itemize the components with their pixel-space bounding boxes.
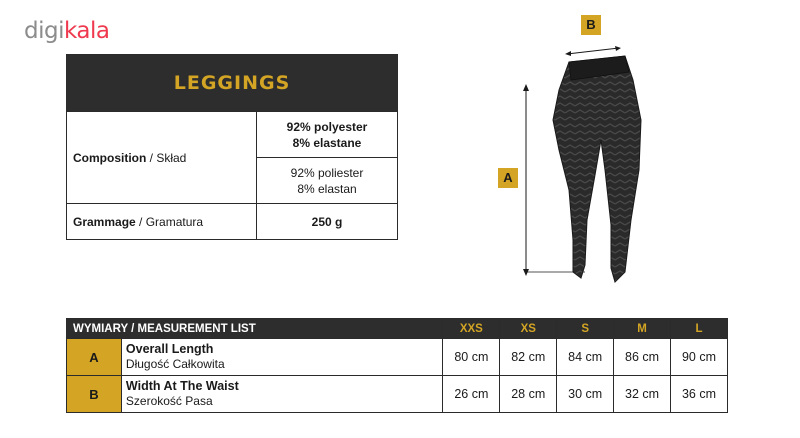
composition-label-pl: / Skład — [146, 150, 187, 165]
row-value: 84 cm — [557, 339, 614, 376]
row-name-en: Width At The Waist — [125, 379, 239, 393]
size-header-s: S — [557, 319, 614, 339]
size-header-xxs: XXS — [443, 319, 500, 339]
digikala-logo[interactable] — [24, 18, 109, 44]
row-description — [121, 376, 442, 413]
measurement-title: WYMIARY / MEASUREMENT LIST — [67, 319, 443, 339]
row-value: 82 cm — [500, 339, 557, 376]
size-header-xs: XS — [500, 319, 557, 339]
composition-en-cell — [257, 112, 398, 158]
leggings-illustration — [515, 10, 675, 300]
row-name-pl: Szerokość Pasa — [125, 394, 213, 408]
row-name-pl: Długość Całkowita — [125, 357, 225, 371]
composition-pl-line-2: 8% elastan — [297, 181, 357, 196]
badge-a: A — [498, 168, 518, 188]
row-code: B — [67, 376, 122, 413]
leggings-shape — [553, 56, 641, 282]
size-header-m: M — [614, 319, 671, 339]
row-value: 30 cm — [557, 376, 614, 413]
measurement-table — [66, 318, 728, 413]
composition-en-line-1: 92% polyester — [286, 119, 368, 134]
grammage-label-pl: / Gramatura — [135, 214, 204, 229]
composition-en-line-2: 8% elastane — [292, 135, 362, 150]
size-header-l: L — [671, 319, 728, 339]
row-value: 28 cm — [500, 376, 557, 413]
table-row — [67, 339, 728, 376]
grammage-label-cell — [67, 204, 257, 240]
product-title: LEGGINGS — [67, 55, 398, 112]
row-value: 26 cm — [443, 376, 500, 413]
logo-part-kala: kala — [63, 18, 110, 44]
table-row — [67, 376, 728, 413]
row-value: 80 cm — [443, 339, 500, 376]
composition-label: Composition — [73, 150, 147, 165]
composition-label-cell — [67, 112, 257, 204]
row-value: 86 cm — [614, 339, 671, 376]
grammage-label: Grammage — [73, 214, 136, 229]
row-description — [121, 339, 442, 376]
composition-pl-cell — [257, 158, 398, 204]
row-code: A — [67, 339, 122, 376]
width-dimension-line — [565, 46, 621, 56]
badge-b: B — [581, 15, 601, 35]
row-value: 36 cm — [671, 376, 728, 413]
composition-table — [66, 54, 398, 240]
row-value: 32 cm — [614, 376, 671, 413]
row-value: 90 cm — [671, 339, 728, 376]
composition-pl-line-1: 92% poliester — [290, 165, 364, 180]
logo-part-digi: digi — [24, 18, 64, 44]
grammage-value: 250 g — [257, 204, 398, 240]
row-name-en: Overall Length — [125, 342, 214, 356]
